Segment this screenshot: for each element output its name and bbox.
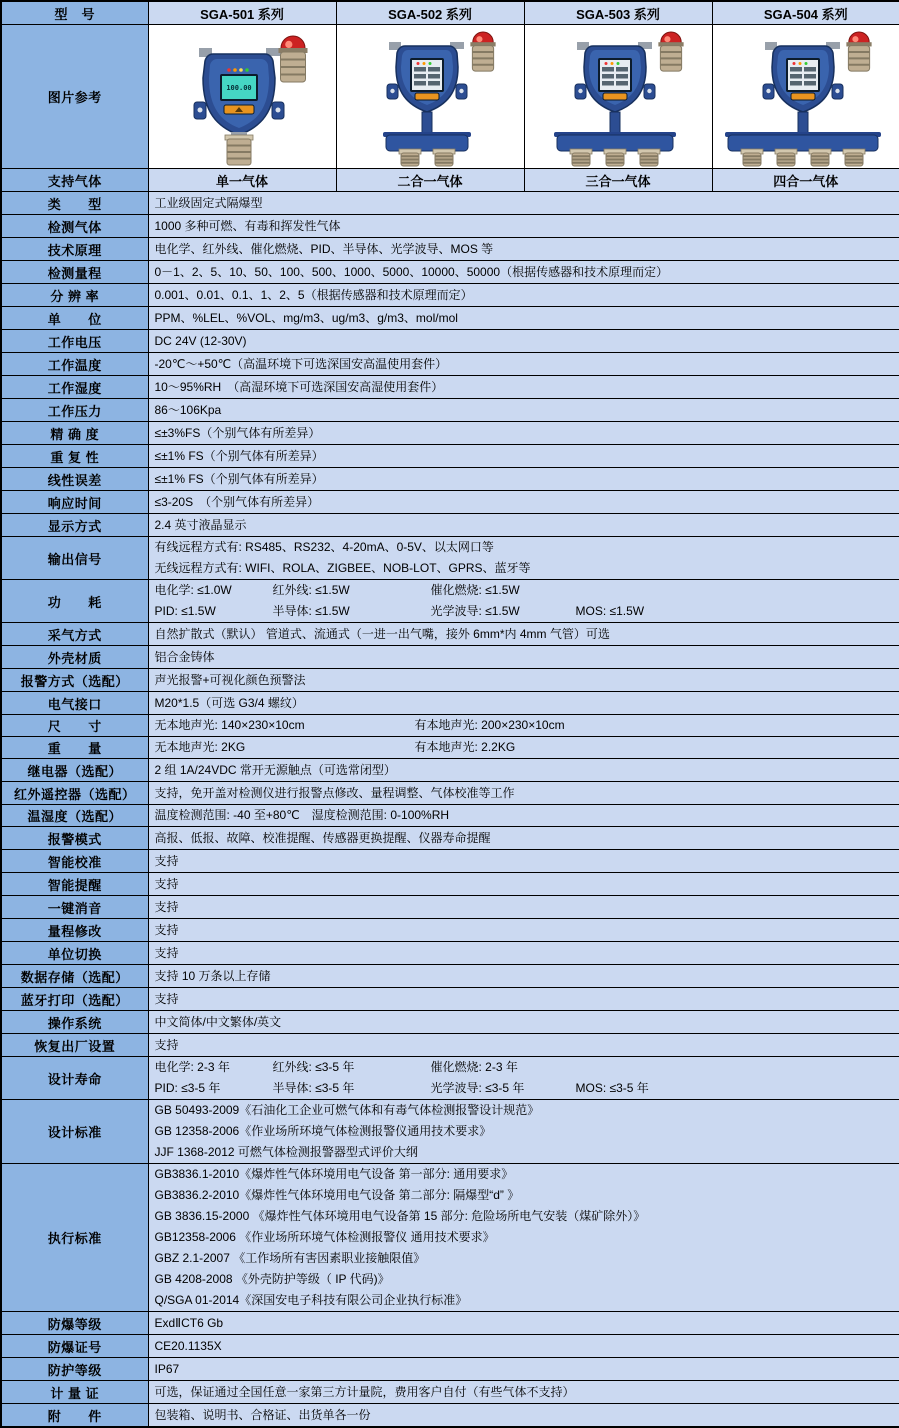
value-segment: 温度检测范围: -40 至+80℃ 湿度检测范围: 0-100%RH bbox=[154, 808, 450, 822]
row-value bbox=[148, 445, 899, 468]
row-value bbox=[148, 1381, 899, 1404]
spec-row bbox=[1, 307, 899, 330]
row-label: 计 量 证 bbox=[1, 1381, 148, 1404]
spec-row bbox=[1, 715, 899, 737]
value-line: ≤±3%FS（个别气体有所差异） bbox=[154, 425, 321, 440]
spec-row bbox=[1, 988, 899, 1011]
spec-row bbox=[1, 965, 899, 988]
row-value bbox=[148, 422, 899, 445]
row-label: 检测气体 bbox=[1, 215, 148, 238]
value-line: 无线远程方式有: WIFI、ROLA、ZIGBEE、NOB-LOT、GPRS、蓝牙等 bbox=[154, 561, 531, 575]
row-label: 蓝牙打印（选配） bbox=[1, 988, 148, 1011]
row-label: 单位切换 bbox=[1, 942, 148, 965]
row-label: 功 耗 bbox=[1, 580, 148, 623]
row-label: 图片参考 bbox=[1, 25, 148, 169]
row-value bbox=[148, 942, 899, 965]
row-label: 工作电压 bbox=[1, 330, 148, 353]
spec-row bbox=[1, 1335, 899, 1358]
row-value bbox=[148, 988, 899, 1011]
row-value bbox=[148, 692, 899, 715]
product-image bbox=[337, 26, 523, 167]
value-line bbox=[155, 805, 894, 826]
value-segment: 半导体: ≤1.5W bbox=[272, 604, 350, 618]
product-image-cell-4 bbox=[712, 25, 899, 169]
value-line bbox=[155, 601, 894, 622]
row-value bbox=[148, 805, 899, 827]
row-value bbox=[148, 376, 899, 399]
model-header-3: SGA-503 系列 bbox=[524, 1, 712, 25]
value-line: 电化学、红外线、催化燃烧、PID、半导体、光学波导、MOS 等 bbox=[154, 241, 494, 256]
spec-row bbox=[1, 238, 899, 261]
spec-row bbox=[1, 942, 899, 965]
row-value bbox=[148, 965, 899, 988]
row-value bbox=[148, 514, 899, 537]
row-value bbox=[148, 1335, 899, 1358]
value-segment: 无本地声光: 140×230×10cm bbox=[154, 718, 305, 732]
row-value bbox=[148, 353, 899, 376]
row-label: 智能校准 bbox=[1, 850, 148, 873]
spec-row bbox=[1, 782, 899, 805]
svg-text:100.00: 100.00 bbox=[226, 84, 252, 92]
row-label: 一键消音 bbox=[1, 896, 148, 919]
image-row bbox=[1, 25, 899, 169]
row-label: 尺 寸 bbox=[1, 715, 148, 737]
spec-row bbox=[1, 261, 899, 284]
row-label: 输出信号 bbox=[1, 537, 148, 580]
spec-row bbox=[1, 353, 899, 376]
value-line: PPM、%LEL、%VOL、mg/m3、ug/m3、g/m3、mol/mol bbox=[154, 310, 458, 325]
value-line: GB3836.1-2010《爆炸性气体环境用电气设备 第一部分: 通用要求》 bbox=[154, 1167, 514, 1181]
value-line: 声光报警+可视化颜色预警法 bbox=[154, 672, 306, 687]
row-label: 智能提醒 bbox=[1, 873, 148, 896]
spec-row bbox=[1, 1164, 899, 1312]
value-line: GB 3836.15-2000 《爆炸性气体环境用电气设备第 15 部分: 危险场所电气安装（煤矿除外）》 bbox=[154, 1209, 646, 1223]
row-label: 执行标准 bbox=[1, 1164, 148, 1312]
row-label: 红外遥控器（选配） bbox=[1, 782, 148, 805]
value-segment: 电化学: ≤1.0W bbox=[154, 583, 232, 597]
spec-row bbox=[1, 896, 899, 919]
row-value bbox=[148, 580, 899, 623]
value-line: 中文简体/中文繁体/英文 bbox=[154, 1014, 282, 1029]
value-line: 支持 bbox=[154, 922, 179, 937]
row-value bbox=[148, 896, 899, 919]
value-line: GB 50493-2009《石油化工企业可燃气体和有毒气体检测报警设计规范》 bbox=[154, 1103, 540, 1117]
row-value bbox=[148, 1358, 899, 1381]
value-line: 支持 bbox=[154, 876, 179, 891]
value-line: M20*1.5（可选 G3/4 螺纹） bbox=[154, 695, 304, 710]
value-segment: 电化学: 2-3 年 bbox=[154, 1060, 230, 1074]
row-label: 量程修改 bbox=[1, 919, 148, 942]
value-segment: PID: ≤3-5 年 bbox=[154, 1081, 221, 1095]
spec-row bbox=[1, 646, 899, 669]
row-label: 设计寿命 bbox=[1, 1057, 148, 1100]
value-line: 支持 10 万条以上存储 bbox=[154, 968, 271, 983]
model-row-label: 型 号 bbox=[1, 1, 148, 25]
value-line: -20℃～+50℃（高温环境下可选深国安高温使用套件） bbox=[154, 356, 448, 371]
spec-row bbox=[1, 1100, 899, 1164]
gas-type-cell-1: 单一气体 bbox=[148, 169, 336, 192]
row-value bbox=[148, 715, 899, 737]
product-image bbox=[525, 26, 711, 167]
row-label: 采气方式 bbox=[1, 623, 148, 646]
value-segment: 光学波导: ≤1.5W bbox=[430, 604, 520, 618]
row-value bbox=[148, 919, 899, 942]
value-line: 支持 bbox=[154, 945, 179, 960]
row-label: 操作系统 bbox=[1, 1011, 148, 1034]
row-value bbox=[148, 1034, 899, 1057]
spec-row bbox=[1, 1404, 899, 1428]
value-line: 工业级固定式隔爆型 bbox=[154, 195, 263, 210]
spec-row bbox=[1, 759, 899, 782]
row-label: 精 确 度 bbox=[1, 422, 148, 445]
row-label: 工作湿度 bbox=[1, 376, 148, 399]
product-image bbox=[149, 26, 335, 167]
row-label: 报警方式（选配） bbox=[1, 669, 148, 692]
row-label: 工作温度 bbox=[1, 353, 148, 376]
row-value bbox=[148, 873, 899, 896]
spec-row bbox=[1, 215, 899, 238]
value-line: 包装箱、说明书、合格证、出货单各一份 bbox=[154, 1407, 371, 1422]
spec-row bbox=[1, 873, 899, 896]
value-line: ExdⅡCT6 Gb bbox=[154, 1315, 224, 1330]
row-label: 外壳材质 bbox=[1, 646, 148, 669]
row-label: 附 件 bbox=[1, 1404, 148, 1428]
row-label: 继电器（选配） bbox=[1, 759, 148, 782]
row-value bbox=[148, 261, 899, 284]
spec-row bbox=[1, 491, 899, 514]
value-line: Q/SGA 01-2014《深国安电子科技有限公司企业执行标准》 bbox=[154, 1293, 468, 1307]
value-segment: 有本地声光: 200×230×10cm bbox=[414, 718, 565, 732]
row-value bbox=[148, 307, 899, 330]
row-label: 技术原理 bbox=[1, 238, 148, 261]
value-segment: 无本地声光: 2KG bbox=[154, 740, 246, 754]
row-label: 防护等级 bbox=[1, 1358, 148, 1381]
row-label: 显示方式 bbox=[1, 514, 148, 537]
value-line bbox=[155, 1078, 894, 1099]
spec-row bbox=[1, 445, 899, 468]
spec-row bbox=[1, 514, 899, 537]
spec-row bbox=[1, 737, 899, 759]
spec-row bbox=[1, 919, 899, 942]
spec-row bbox=[1, 192, 899, 215]
model-header-1: SGA-501 系列 bbox=[148, 1, 336, 25]
value-line: 支持 bbox=[154, 853, 179, 868]
row-label: 线性误差 bbox=[1, 468, 148, 491]
value-line: ≤3-20S （个别气体有所差异） bbox=[154, 494, 320, 509]
value-line: 有线远程方式有: RS485、RS232、4-20mA、0-5V、以太网口等 bbox=[154, 540, 494, 554]
row-label: 支持气体 bbox=[1, 169, 148, 192]
value-segment: 光学波导: ≤3-5 年 bbox=[430, 1081, 525, 1095]
value-line: 自然扩散式（默认） 管道式、流通式（一进一出气嘴，接外 6mm*内 4mm 气管）可选 bbox=[154, 626, 610, 641]
row-label: 检测量程 bbox=[1, 261, 148, 284]
row-value bbox=[148, 759, 899, 782]
value-line: 支持 bbox=[154, 1037, 179, 1052]
value-line: IP67 bbox=[154, 1361, 180, 1376]
row-value bbox=[148, 1312, 899, 1335]
row-value bbox=[148, 827, 899, 850]
row-value bbox=[148, 491, 899, 514]
gas-type-cell-3: 三合一气体 bbox=[524, 169, 712, 192]
spec-row bbox=[1, 284, 899, 307]
value-line: 1000 多种可燃、有毒和挥发性气体 bbox=[154, 218, 341, 233]
value-segment: 有本地声光: 2.2KG bbox=[414, 740, 516, 754]
row-label: 类 型 bbox=[1, 192, 148, 215]
value-line: DC 24V (12-30V) bbox=[154, 333, 247, 348]
row-value bbox=[148, 284, 899, 307]
value-line: 10～95%RH （高湿环境下可选深国安高湿使用套件） bbox=[154, 379, 444, 394]
spec-row bbox=[1, 669, 899, 692]
value-line: 支持，免开盖对检测仪进行报警点修改、量程调整、气体校准等工作 bbox=[154, 785, 515, 800]
product-image-cell-3 bbox=[524, 25, 712, 169]
row-label: 温湿度（选配） bbox=[1, 805, 148, 827]
product-image-cell-2 bbox=[336, 25, 524, 169]
row-label: 分 辨 率 bbox=[1, 284, 148, 307]
value-line: 86～106Kpa bbox=[154, 402, 222, 417]
row-value bbox=[148, 238, 899, 261]
model-header-2: SGA-502 系列 bbox=[336, 1, 524, 25]
value-line bbox=[155, 580, 894, 601]
spec-row bbox=[1, 422, 899, 445]
value-line: 铝合金铸体 bbox=[154, 649, 215, 664]
row-value bbox=[148, 1011, 899, 1034]
spec-row bbox=[1, 1034, 899, 1057]
value-line: 2 组 1A/24VDC 常开无源触点（可选常闭型） bbox=[154, 762, 396, 777]
spec-row bbox=[1, 1381, 899, 1404]
row-label: 重 量 bbox=[1, 737, 148, 759]
row-value bbox=[148, 330, 899, 353]
product-image bbox=[713, 26, 899, 167]
value-segment: MOS: ≤1.5W bbox=[575, 604, 645, 618]
spec-row bbox=[1, 805, 899, 827]
value-line: JJF 1368-2012 可燃气体检测报警器型式评价大纲 bbox=[154, 1145, 418, 1159]
value-line: 2.4 英寸液晶显示 bbox=[154, 517, 247, 532]
gas-type-cell-2: 二合一气体 bbox=[336, 169, 524, 192]
row-value bbox=[148, 1057, 899, 1100]
value-segment: MOS: ≤3-5 年 bbox=[575, 1081, 649, 1095]
row-value bbox=[148, 468, 899, 491]
row-label: 报警模式 bbox=[1, 827, 148, 850]
value-line: 支持 bbox=[154, 899, 179, 914]
value-line: 支持 bbox=[154, 991, 179, 1006]
spec-row bbox=[1, 399, 899, 422]
row-label: 数据存储（选配） bbox=[1, 965, 148, 988]
value-segment: PID: ≤1.5W bbox=[154, 604, 216, 618]
row-label: 重 复 性 bbox=[1, 445, 148, 468]
value-line: ≤±1% FS（个别气体有所差异） bbox=[154, 471, 324, 486]
row-value bbox=[148, 623, 899, 646]
row-label: 电气接口 bbox=[1, 692, 148, 715]
value-line: 0.001、0.01、0.1、1、2、5（根据传感器和技术原理而定） bbox=[154, 287, 473, 302]
value-line: ≤±1% FS（个别气体有所差异） bbox=[154, 448, 324, 463]
value-line: GB12358-2006 《作业场所环境气体检测报警仪 通用技术要求》 bbox=[154, 1230, 495, 1244]
value-line: GB 4208-2008 《外壳防护等级（ IP 代码)》 bbox=[154, 1272, 390, 1286]
spec-row bbox=[1, 827, 899, 850]
row-label: 工作压力 bbox=[1, 399, 148, 422]
value-line: CE20.1135X bbox=[154, 1338, 222, 1353]
row-value bbox=[148, 1404, 899, 1428]
spec-row bbox=[1, 537, 899, 580]
row-value bbox=[148, 1164, 899, 1312]
row-value bbox=[148, 215, 899, 238]
spec-row bbox=[1, 468, 899, 491]
row-label: 防爆等级 bbox=[1, 1312, 148, 1335]
spec-row bbox=[1, 1057, 899, 1100]
row-value bbox=[148, 782, 899, 805]
row-label: 响应时间 bbox=[1, 491, 148, 514]
value-line bbox=[155, 715, 894, 736]
spec-row bbox=[1, 376, 899, 399]
spec-row bbox=[1, 692, 899, 715]
row-label: 单 位 bbox=[1, 307, 148, 330]
spec-row bbox=[1, 850, 899, 873]
product-image-cell-1 bbox=[148, 25, 336, 169]
row-label: 设计标准 bbox=[1, 1100, 148, 1164]
spec-row bbox=[1, 1358, 899, 1381]
value-line: GBZ 2.1-2007 《工作场所有害因素职业接触限值》 bbox=[154, 1251, 426, 1265]
spec-row bbox=[1, 1312, 899, 1335]
row-value bbox=[148, 1100, 899, 1164]
value-line: 高报、低报、故障、校准提醒、传感器更换提醒、仪器寿命提醒 bbox=[154, 830, 491, 845]
value-line: 可选，保证通过全国任意一家第三方计量院，费用客户自付（有些气体不支持） bbox=[154, 1384, 575, 1399]
value-line bbox=[155, 737, 894, 758]
gas-row bbox=[1, 169, 899, 192]
value-segment: 红外线: ≤3-5 年 bbox=[272, 1060, 355, 1074]
value-segment: 催化燃烧: ≤1.5W bbox=[430, 583, 520, 597]
spec-row bbox=[1, 580, 899, 623]
value-segment: 红外线: ≤1.5W bbox=[272, 583, 350, 597]
value-line bbox=[155, 1057, 894, 1078]
row-value bbox=[148, 646, 899, 669]
row-value bbox=[148, 850, 899, 873]
row-label: 防爆证号 bbox=[1, 1335, 148, 1358]
row-value bbox=[148, 192, 899, 215]
value-segment: 催化燃烧: 2-3 年 bbox=[430, 1060, 518, 1074]
row-value bbox=[148, 537, 899, 580]
value-line: 0－1、2、5、10、50、100、500、1000、5000、10000、50000（根据传感器和技术原理而定） bbox=[154, 264, 669, 279]
spec-row bbox=[1, 1011, 899, 1034]
spec-row bbox=[1, 330, 899, 353]
model-header-4: SGA-504 系列 bbox=[712, 1, 899, 25]
gas-type-cell-4: 四合一气体 bbox=[712, 169, 899, 192]
value-line: GB3836.2-2010《爆炸性气体环境用电气设备 第二部分: 隔爆型“d” 》 bbox=[154, 1188, 520, 1202]
header-row bbox=[1, 1, 899, 25]
row-label: 恢复出厂设置 bbox=[1, 1034, 148, 1057]
spec-row bbox=[1, 623, 899, 646]
value-line: GB 12358-2006《作业场所环境气体检测报警仪通用技术要求》 bbox=[154, 1124, 492, 1138]
row-value bbox=[148, 737, 899, 759]
row-value bbox=[148, 399, 899, 422]
value-segment: 半导体: ≤3-5 年 bbox=[272, 1081, 355, 1095]
row-value bbox=[148, 669, 899, 692]
